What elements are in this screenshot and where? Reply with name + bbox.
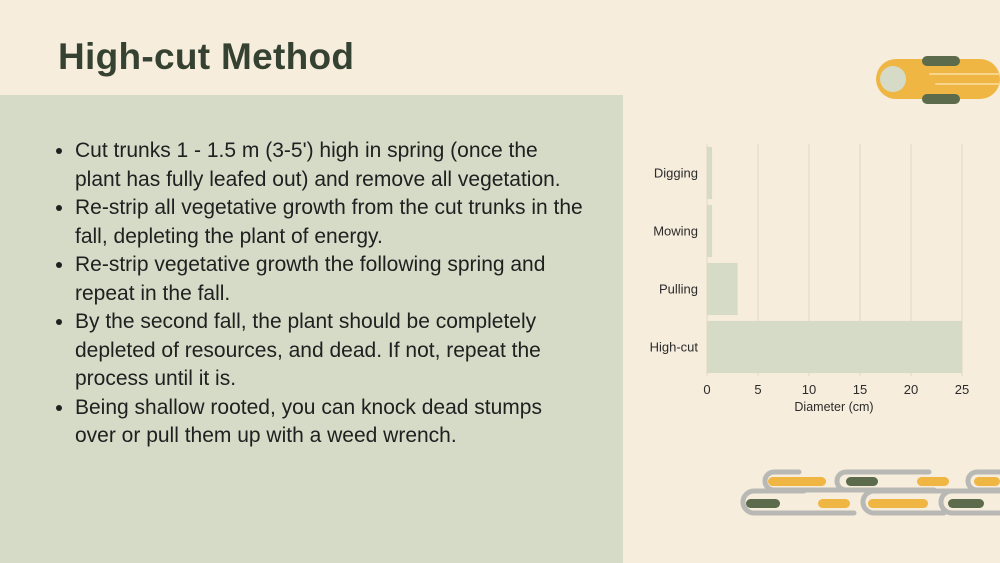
yellow-pill-shape [974, 477, 1000, 486]
bar [707, 321, 962, 373]
bullet-item: • Being shallow rooted, you can knock dead stumps over or pull them up with a weed wrench. [75, 394, 585, 451]
x-tick-label: 25 [954, 382, 970, 397]
chart-bars [707, 147, 962, 373]
circle-shape [880, 66, 906, 92]
bar [707, 205, 712, 257]
bullet-item: • Re-strip all vegetative growth from the cut trunks in the fall, depleting the plant of energy. [75, 194, 585, 251]
chart-tick-labels [703, 382, 969, 397]
green-pill-shape [846, 477, 878, 486]
green-pill-shape [922, 94, 960, 104]
decor-pills-bottom [734, 465, 1000, 521]
yellow-pill-shape [917, 477, 949, 486]
x-tick-label: 15 [852, 382, 868, 397]
bullet-item: • By the second fall, the plant should be completely depleted of resources, and dead. If not, repeat the process until it is. [75, 308, 585, 394]
bullet-list [54, 137, 585, 451]
y-category-label: High-cut [649, 339, 698, 355]
bullet-item: • Cut trunks 1 - 1.5 m (3-5') high in spring (once the plant has fully leafed out) and remove all vegetation. [75, 137, 585, 194]
bar [707, 263, 738, 315]
green-pill-shape [746, 499, 780, 508]
y-category-label: Pulling [658, 281, 698, 297]
yellow-pill-shape [818, 499, 850, 508]
green-pill-shape [922, 56, 960, 66]
diameter-bar-chart [623, 130, 1000, 430]
yellow-pill-shape [868, 499, 928, 508]
y-category-label: Digging [653, 165, 698, 181]
x-tick-label: 0 [703, 382, 711, 397]
bar [707, 147, 712, 199]
slide-title: High-cut Method [58, 36, 355, 77]
y-category-label: Mowing [653, 223, 698, 239]
x-tick-label: 10 [801, 382, 817, 397]
chart-category-labels [650, 166, 699, 355]
x-tick-label: 20 [903, 382, 919, 397]
green-pill-shape [948, 499, 984, 508]
x-tick-label: 5 [754, 382, 762, 397]
bullet-item: • Re-strip vegetative growth the following spring and repeat in the fall. [75, 251, 585, 308]
yellow-pill-shape [768, 477, 826, 486]
x-axis-label: Diameter (cm) [794, 400, 874, 414]
decor-pills-top [870, 52, 1000, 108]
